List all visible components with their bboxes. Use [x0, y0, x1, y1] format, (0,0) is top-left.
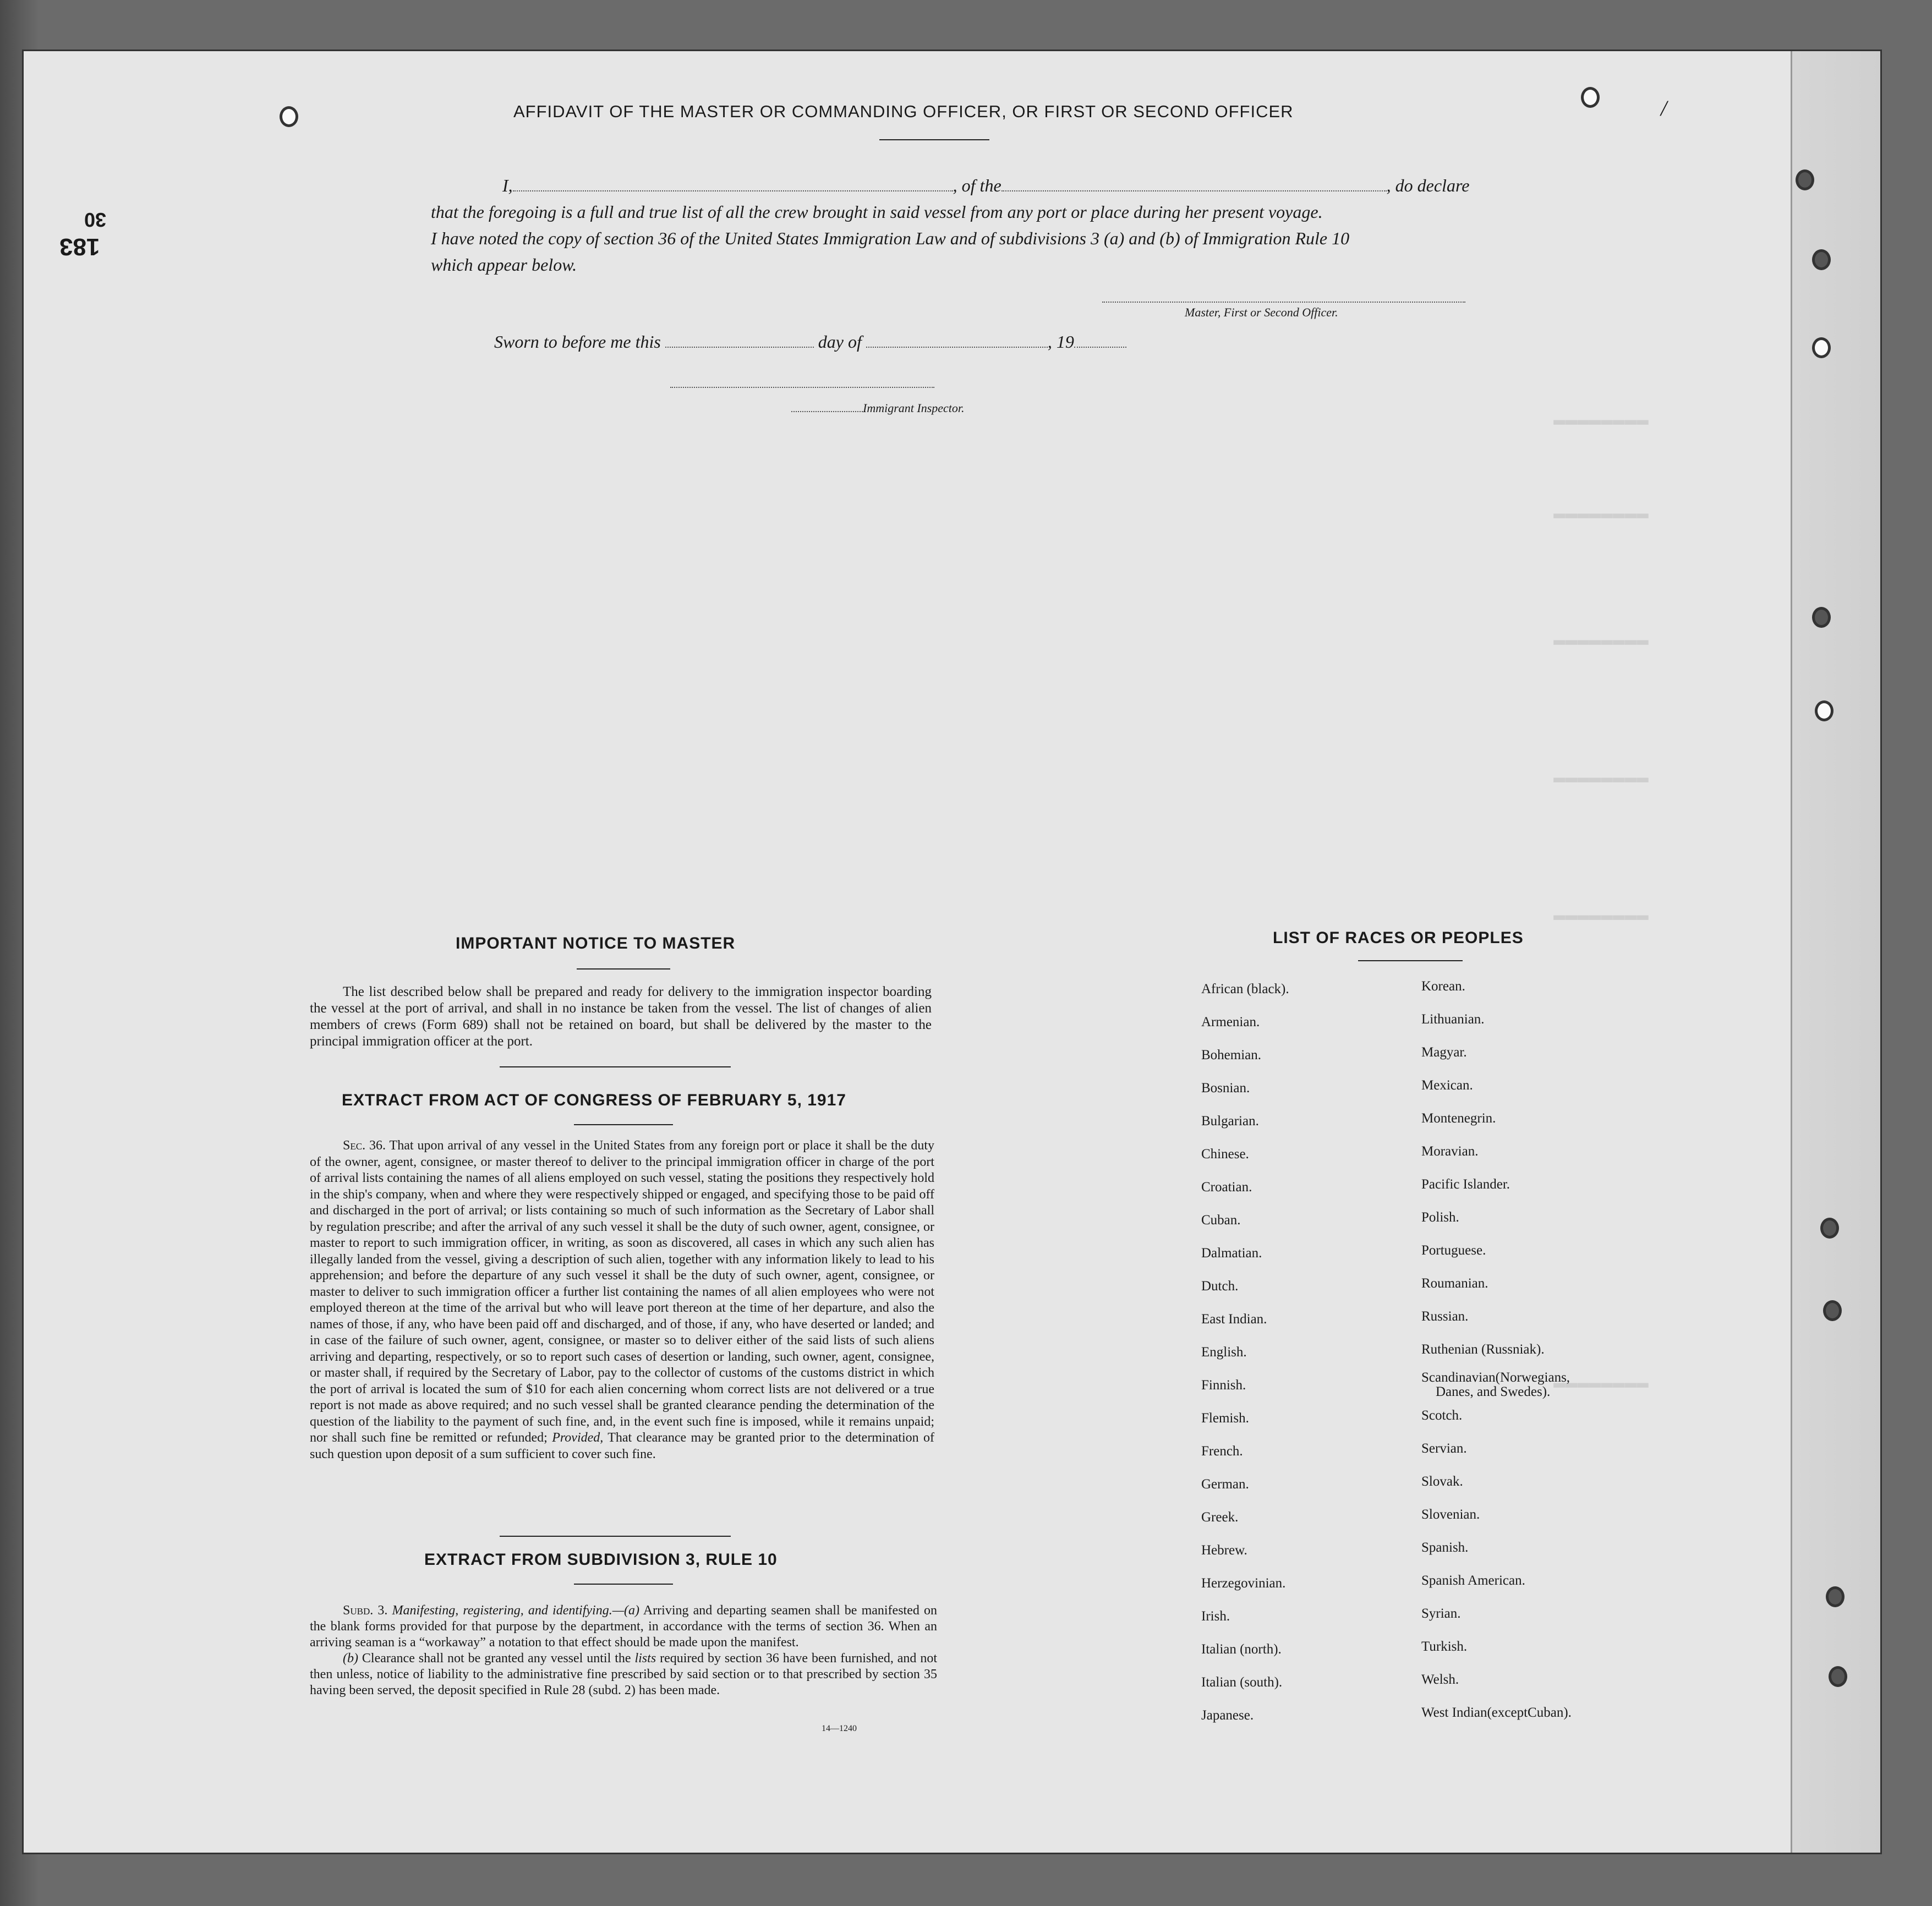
race-item: Dutch. [1201, 1279, 1239, 1294]
sworn-prefix: Sworn to before me this [494, 332, 661, 352]
race-item: Welsh. [1421, 1672, 1459, 1687]
race-item: Hebrew. [1201, 1543, 1247, 1558]
act-sec-label: Sec. 36. [343, 1138, 386, 1153]
binder-hole-icon [1581, 87, 1600, 108]
act-extract-text-end: That clearance may be granted prior to the determination of such question upon deposit of a sum sufficient to cover such fine. [310, 1431, 935, 1461]
race-item: Finnish. [1201, 1378, 1246, 1393]
rule-extract-title-rule [574, 1584, 673, 1585]
binder-hole-icon [1812, 249, 1831, 270]
notice-title: IMPORTANT NOTICE TO MASTER [456, 934, 736, 952]
sworn-line [494, 332, 1126, 352]
race-item: Magyar. [1421, 1045, 1467, 1060]
act-extract-title-rule [574, 1124, 673, 1125]
race-item: Bulgarian. [1201, 1114, 1259, 1129]
act-divider [500, 1536, 731, 1537]
race-item: Flemish. [1201, 1411, 1249, 1426]
master-name-field[interactable] [513, 190, 953, 191]
race-item: Chinese. [1201, 1147, 1249, 1162]
notice-text: The list described below shall be prepared and ready for delivery to the immigration inspector boarding the vessel at the port of arrival, and shall in no instance be taken from the vessel. The list of changes of alien members of crews (Form 689) shall not be retained on board, but shall be delivered by the master to the principal immigration officer at the port. [310, 984, 932, 1049]
race-item: Bohemian. [1201, 1048, 1262, 1062]
rule-extract-text-block [310, 1603, 937, 1699]
race-item: Cuban. [1201, 1213, 1241, 1228]
races-title-rule [1358, 960, 1463, 961]
race-item: Italian (south). [1201, 1675, 1283, 1690]
notice-divider [500, 1066, 731, 1067]
race-item: Japanese. [1201, 1708, 1254, 1723]
inspector-caption-text: Immigrant Inspector. [863, 401, 965, 415]
sworn-year-field[interactable] [1074, 347, 1126, 348]
race-item: Greek. [1201, 1510, 1239, 1525]
race-item: Danes, and Swedes). [1436, 1384, 1551, 1399]
subd-para-b-lists: lists [634, 1651, 656, 1666]
binder-hole-icon [1829, 1666, 1847, 1687]
subd-para-a: Arriving and departing seamen shall be manifested on the blank forms provided for that purpose by the department, in accordance with the terms of section 36. When an arriving seaman is a “workaway” a notation to that effect should be made upon the manifest. [310, 1603, 937, 1650]
page-mark: / [1661, 96, 1667, 121]
race-item: Scotch. [1421, 1408, 1463, 1423]
inspector-name-field[interactable] [791, 411, 863, 412]
race-item: Korean. [1421, 979, 1465, 994]
margin-number-top: 30 [84, 209, 107, 231]
race-item: Bosnian. [1201, 1081, 1250, 1096]
race-item: Slovak. [1421, 1474, 1463, 1489]
binder-hole-icon [280, 106, 298, 127]
subd-heading: Manifesting, registering, and identifying.—(a) [392, 1603, 640, 1618]
race-item: Montenegrin. [1421, 1111, 1496, 1126]
race-item: African (black). [1201, 982, 1289, 996]
notice-title-rule [577, 968, 670, 970]
race-item: Herzegovinian. [1201, 1576, 1286, 1591]
races-left-column [1201, 973, 1289, 1732]
subd-para-b-2: required by section 36 have been furnished, and not then unless, notice of liability to the administrative fine prescribed by said section or to that prescribed by section 35 having been served, the deposit specified in Rule 28 (subd. 2) has been made. [310, 1651, 938, 1697]
vessel-name-field[interactable] [1001, 190, 1387, 191]
sworn-day-of: day of [818, 332, 862, 352]
act-provided: Provided, [552, 1431, 604, 1445]
affidavit-line-3: I have noted the copy of section 36 of the United States Immigration Law and of subdivisions 3 (a) and (b) of Immigration Rule 10 [431, 228, 1350, 248]
race-item: West Indian(exceptCuban). [1421, 1705, 1572, 1720]
race-item: Syrian. [1421, 1606, 1461, 1621]
inspector-signature-line[interactable] [670, 387, 934, 388]
races-right-column [1421, 970, 1572, 1729]
race-item: Dalmatian. [1201, 1246, 1262, 1261]
binder-hole-icon [1812, 337, 1831, 358]
race-item: Irish. [1201, 1609, 1230, 1624]
binder-hole-icon [1826, 1586, 1845, 1607]
race-item: Armenian. [1201, 1015, 1260, 1029]
subd-label: Subd. 3. [343, 1603, 388, 1618]
rule-extract-title: EXTRACT FROM SUBDIVISION 3, RULE 10 [424, 1551, 778, 1569]
margin-number: 183 [59, 233, 100, 260]
affidavit-line-4: which appear below. [431, 255, 577, 275]
race-item: Mexican. [1421, 1078, 1473, 1093]
act-extract-text: That upon arrival of any vessel in the United States from any foreign port or place it shall be the duty of the owner, agent, consignee, or master thereof to deliver to the principal immigration officer in charge of the port of arrival lists containing the names of all aliens employed on such vessel, stating the positions they respectively hold in the ship's company, when and where they were respectively shipped or engaged, and specifying those to be paid off and discharged in the port of arrival; or lists containing so much of such information as the Secretary of Labor shall by regulation prescribe; and after the arrival of any such vessel it shall be the duty of such owner, agent, consignee, or master to report to such immigration officer, in writing, as soon as discovered, all cases in which any such alien has illegally landed from the vessel, giving a description of such alien, together with any information likely to lead to his apprehension; and before the departure of any such vessel it shall be the duty of such owner, agent, consignee, or master to deliver to such immigration officer a further list containing the names of all alien employees who were not employed thereon at the time of the arrival but who will leave port thereon at the time of her departure, and also the names of those, if any, who have been paid off and discharged, and of those, if any, who have deserted or landed; and in case of the failure of such owner, agent, consignee, or master so to deliver either of the said lists of such aliens arriving and departing, respectively, or so to report such cases of desertion or landing, such owner, agent, consignee, or master shall, if required by the Secretary of Labor, pay to the collector of customs of the customs district in which the port of arrival is located the sum of $10 for each alien concerning whom correct lists are not delivered or a true report is not made as above required; and no such vessel shall be granted clearance pending the determination of the question of the liability to the payment of such fine, and, in the event such fine is imposed, while it remains unpaid; nor shall such fine be remitted or refunded; [310, 1138, 934, 1445]
affidavit-of-the-label: , of the [953, 176, 1001, 195]
master-signature-caption: Master, First or Second Officer. [1185, 305, 1338, 319]
affidavit-title-rule [879, 139, 989, 140]
affidavit-line-2: that the foregoing is a full and true list of all the crew brought in said vessel from any port or place during her present voyage. [431, 202, 1323, 222]
page-edge-strip [1791, 51, 1880, 1853]
sworn-year-prefix: , 19 [1047, 332, 1074, 352]
subd-para-b-label: (b) [343, 1651, 358, 1666]
binder-hole-icon [1815, 700, 1834, 721]
master-signature-line[interactable] [1102, 302, 1465, 303]
affidavit-title: AFFIDAVIT OF THE MASTER OR COMMANDING OFFICER, OR FIRST OR SECOND OFFICER [513, 102, 1294, 121]
race-item: Croatian. [1201, 1180, 1252, 1195]
race-item: Spanish. [1421, 1540, 1469, 1555]
act-extract-title: EXTRACT FROM ACT OF CONGRESS OF FEBRUARY 5, 1917 [342, 1091, 846, 1109]
inspector-caption [791, 401, 965, 415]
affidavit-declare-label: , do declare [1386, 176, 1470, 195]
race-item: French. [1201, 1444, 1243, 1459]
race-item: Polish. [1421, 1210, 1459, 1225]
race-item: Roumanian. [1421, 1276, 1488, 1291]
subd-para-b-1: Clearance shall not be granted any vessel until the [362, 1651, 631, 1666]
notice-text-block [310, 984, 932, 1050]
sworn-day-field[interactable] [665, 347, 814, 348]
race-item: English. [1201, 1345, 1247, 1360]
race-item: Pacific Islander. [1421, 1177, 1510, 1192]
binder-hole-icon [1820, 1218, 1839, 1239]
affidavit-body [431, 172, 1476, 278]
race-item: Lithuanian. [1421, 1012, 1485, 1027]
race-item: Servian. [1421, 1441, 1467, 1456]
race-item: Spanish American. [1421, 1573, 1525, 1588]
race-item: Ruthenian (Russniak). [1421, 1342, 1545, 1357]
race-item: Slovenian. [1421, 1507, 1480, 1522]
race-item: Russian. [1421, 1309, 1469, 1324]
races-title: LIST OF RACES OR PEOPLES [1273, 929, 1524, 947]
binder-hole-icon [1823, 1300, 1842, 1321]
act-extract-text-block [310, 1138, 934, 1463]
race-item: Portuguese. [1421, 1243, 1486, 1258]
race-item: East Indian. [1201, 1312, 1267, 1327]
sworn-month-field[interactable] [866, 347, 1048, 348]
race-item: Italian (north). [1201, 1642, 1282, 1657]
race-item-two-line [1421, 1366, 1572, 1399]
binder-hole-icon [1812, 607, 1831, 628]
race-item: Scandinavian(Norwegians, [1421, 1370, 1570, 1385]
document-page: ▬▬▬▬▬▬▬▬ ▬▬▬▬▬▬▬▬ ▬▬▬▬▬▬▬▬ ▬▬▬▬▬▬▬▬ ▬▬▬▬▬▬▬▬ ▬▬▬▬▬▬▬▬ / 30 183 AFFIDAVIT OF THE MASTER OR COMMANDING OFFICER, OR FIRST OR SECOND OFFICER I, , of the , do declare that the foregoing is a full and true list of all the crew brought in said vessel from any port or place during her present voyage. I have noted the copy of section 36 of the United States Immigration Law and of subdivisions 3 (a) and (b) of Immigration Rule 10 which appear below. Master, First or Second Officer. Sworn to before me this day of , 19 Immigrant Inspector. IMPORTANT NOTICE TO MASTER The list described below shall be prepared and ready for delivery to the immigration inspector boarding the vessel at the port of arrival, and shall in no instance be taken from the vessel. The list of changes of alien members of crews (Form 689) shall not be retained on board, but shall be delivered by the master to the principal immigration officer at the port. EXTRACT FROM ACT OF CONGRESS OF FEBRUARY 5, 1917 Sec. 36. That upon arrival of any vessel in the United States from any foreign port or place it shall be the duty of the owner, agent, consignee, or master thereof to deliver to the principal immigration officer in charge of the port of arrival lists containing the names of all aliens employed on such vessel, stating the positions they respectively hold in the ship's company, when and where they were respectively shipped or engaged, and specifying those to be paid off and discharged in the port of arrival; or lists containing so much of such information as the Secretary of Labor shall by regulation prescribe; and after the arrival of any such vessel it shall be the duty of such owner, agent, consignee, or master to report to such immigration officer, in writing, as soon as discovered, all cases in which any such alien has illegally landed from the vessel, giving a description of such alien, together with any information likely to lead to his apprehension; and before the departure of any such vessel it shall be the duty of such owner, agent, consignee, or master to deliver to such immigration officer a further list containing the names of all alien employees who were not employed thereon at the time of the arrival but who will leave port thereon at the time of her departure, and also the names of those, if any, who have been paid off and discharged, and of those, if any, who have deserted or landed; and in case of the failure of such owner, agent, consignee, or master so to deliver either of the said lists of such aliens arriving and departing, respectively, or so to report such cases of desertion or landing, such owner, agent, consignee, or master shall, if required by the Secretary of Labor, pay to the collector of customs of the customs district in which the port of arrival is located the sum of $10 for each alien concerning whom correct lists are not delivered or a true report is not made as above required; and no such vessel shall be granted clearance pending the determination of the question of the liability to the payment of such fine, and, in the event such fine is imposed, while it remains unpaid; nor shall such fine be remitted or refunded; Provided, That clearance may be granted prior to the determination of such question upon deposit of a sum sufficient to cover such fine. EXTRACT FROM SUBDIVISION 3, RULE 10 Subd. 3. Manifesting, registering, and identifying.—(a) Arriving and departing seamen shall be manifested on the blank forms provided for that purpose by the department, in accordance with the terms of section 36. When an arriving seaman is a “workaway” a notation to that effect should be made upon the manifest. (b) Clearance shall not be granted any vessel until the lists required by section 36 have been furnished, and not then unless, notice of liability to the administrative fine prescribed by said section or to that prescribed by section 35 having been served, the deposit specified in Rule 28 (subd. 2) has been made. 14—1240 LIST OF RACES OR PEOPLES African (black). Armenian. Bohemian. Bosnian. Bulgarian. Chinese. Croatian. Cuban. Dalmatian. Dutch. East Indian. English. Finnish. Flemish. French. German. Greek. Hebrew. Herzegovinian. Irish. Italian (north). Italian (south). Japanese. Korean. Lithuanian. Magyar. Mexican. Montenegrin. Moravian. Pacific Islander. Polish. Portuguese. Roumanian. Russian. Ruthenian (Russniak). Scandinavian(Norwegians, Danes, and Swedes). Scotch. Servian. Slovak. Slovenian. Spanish. Spanish American. Syrian. Turkish. Welsh. West Indian(exceptCuban). [22, 50, 1882, 1854]
form-number: 14—1240 [822, 1724, 857, 1733]
race-item: Turkish. [1421, 1639, 1468, 1654]
binder-hole-icon [1796, 169, 1814, 190]
affidavit-i-label: I, [502, 176, 513, 195]
race-item: German. [1201, 1477, 1249, 1492]
race-item: Moravian. [1421, 1144, 1479, 1159]
